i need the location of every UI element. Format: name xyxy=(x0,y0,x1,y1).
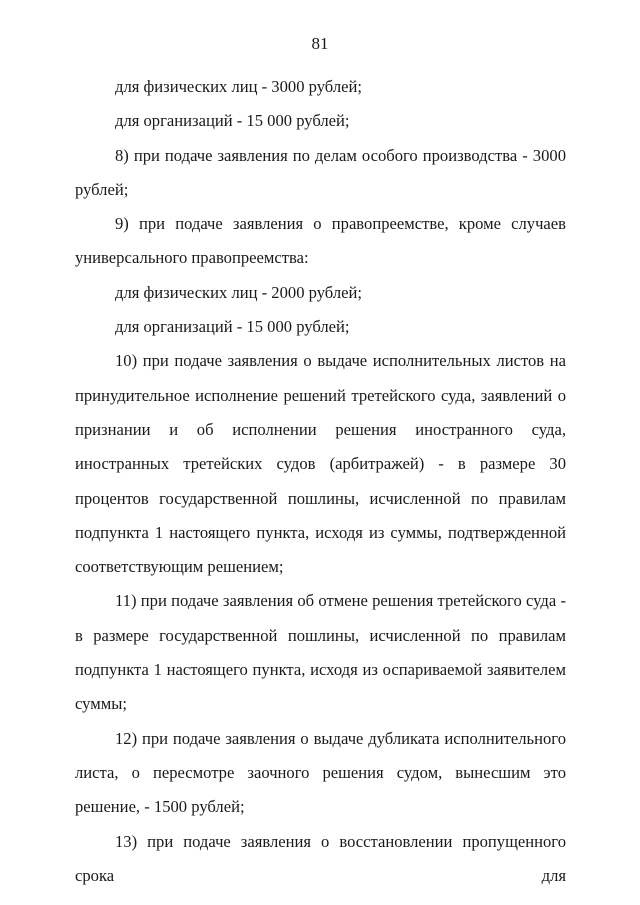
paragraph-item-9: 9) при подаче заявления о правопреемстве, кроме случаев универсального правопреемства: xyxy=(75,214,566,268)
paragraph-item-10: 10) при подаче заявления о выдаче исполнительных листов на принудительное исполнение решений третейского суда, заявлений о признании и об исполнении решения иностранного суда, иностранных третейских судов (арбитражей) - в размере 30 процентов государственной пошлины, исчисленной по правилам подпункта 1 настоящего пункта, исходя из суммы, подтвержденной соответствующим решением; xyxy=(75,351,566,577)
paragraph-individuals-3000: для физических лиц - 3000 рублей; xyxy=(115,77,362,96)
paragraph-item-12: 12) при подаче заявления о выдаче дубликата исполнительного листа, о пересмотре заочного решения судом, вынесшим это решение, - 1500 рублей; xyxy=(75,728,566,817)
paragraph-item-13: 13) при подаче заявления о восстановлении пропущенного срока для xyxy=(75,831,566,885)
paragraph-item-8: 8) при подаче заявления по делам особого производства - 3000 рублей; xyxy=(75,145,566,199)
page-number: 81 xyxy=(311,34,329,53)
paragraph-individuals-2000: для физических лиц - 2000 рублей; xyxy=(115,282,362,302)
paragraph-item-11: 11) при подаче заявления об отмене решения третейского суда - в размере государственной пошлины, исчисленной по правилам подпункта 1 настоящего пункта, исходя из оспариваемой заявителем суммы; xyxy=(75,591,566,714)
paragraph-organizations-15000-b: для организаций - 15 000 рублей; xyxy=(115,317,350,337)
paragraph-organizations-15000: для организаций - 15 000 рублей; xyxy=(115,111,350,131)
document-body xyxy=(75,70,566,893)
